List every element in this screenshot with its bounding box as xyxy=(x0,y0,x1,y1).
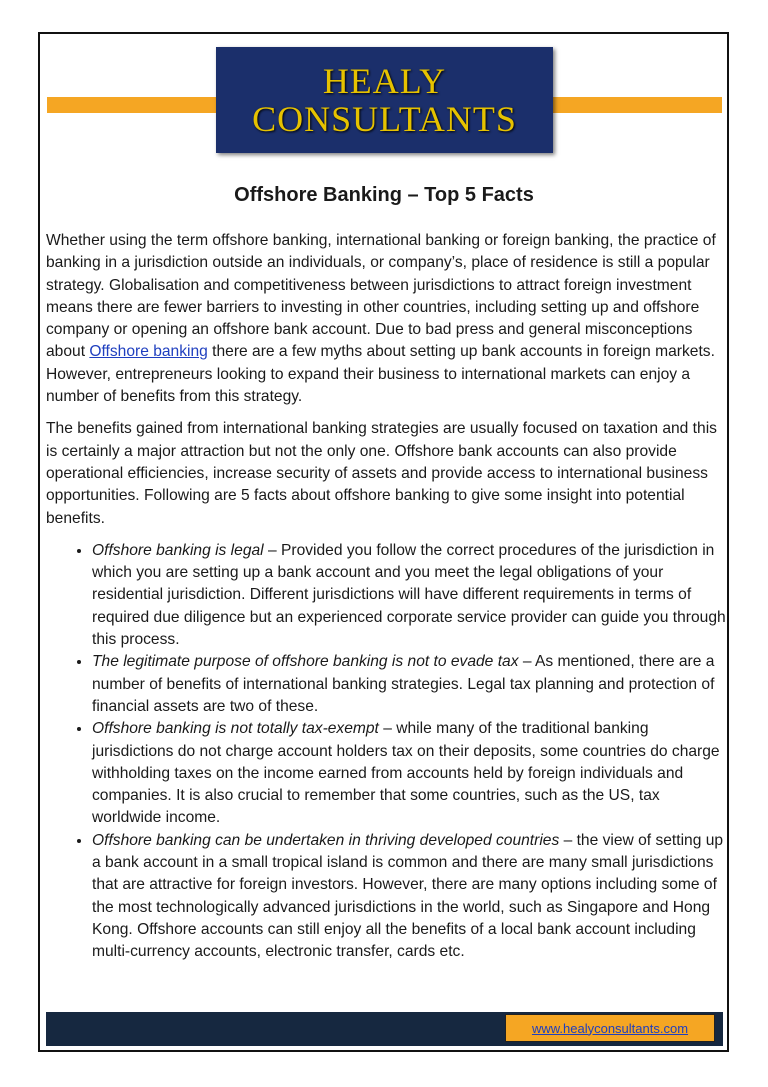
list-item xyxy=(92,830,726,964)
intro-paragraph xyxy=(46,230,726,408)
logo-stripe-left xyxy=(47,97,219,113)
logo-line-2: CONSULTANTS xyxy=(252,99,517,139)
logo-stripe-right xyxy=(550,97,722,113)
offshore-banking-link[interactable]: Offshore banking xyxy=(89,343,208,361)
intro-text-before-link: Whether using the term offshore banking, international banking or foreign banking, the practice of banking in a jurisdiction outside an individuals, or company’s, place of residence is still a popular strategy. Globalisation and competitiveness between jurisdictions to attract foreign investment means there are fewer barriers to investing in other countries, including setting up and offshore company or opening an offshore bank account. Due to bad press and general misconceptions about xyxy=(46,232,716,361)
list-item xyxy=(92,651,726,718)
footer-bar xyxy=(46,1012,723,1046)
fact-text: – Provided you follow the correct procedures of the jurisdiction in which you are setting up a bank account and you meet the legal obligations of your residential jurisdiction. Different jurisdictions will have different requirements in terms of required due diligence but an experienced corporate service provider can guide you through this process. xyxy=(92,541,726,649)
intro-text-after-link: there are a few myths about setting up bank accounts in foreign markets. However, entrepreneurs looking to expand their business to international markets can enjoy a number of benefits from this strategy. xyxy=(46,343,715,406)
website-link[interactable]: www.healyconsultants.com xyxy=(505,1014,715,1042)
company-logo xyxy=(216,47,553,153)
facts-list xyxy=(46,540,726,964)
page-title: Offshore Banking – Top 5 Facts xyxy=(234,184,534,206)
fact-heading: Offshore banking is not totally tax-exempt xyxy=(92,720,379,738)
list-item xyxy=(92,540,726,651)
fact-heading: Offshore banking can be undertaken in thriving developed countries xyxy=(92,831,560,849)
fact-heading: The legitimate purpose of offshore banking is not to evade tax xyxy=(92,653,519,671)
fact-text: – the view of setting up a bank account in a small tropical island is common and there are many small jurisdictions that are attractive for foreign investors. However, there are many options including some of the most technologically advanced jurisdictions in the world, such as Singapore and Hong Kong. Offshore accounts can still enjoy all the benefits of a local bank account including multi-currency accounts, electronic transfer, cards etc. xyxy=(92,831,724,961)
logo-line-1: HEALY xyxy=(322,61,447,101)
fact-text: – As mentioned, there are a number of benefits of international banking strategies. Legal tax planning and protection of financial assets are two of these. xyxy=(92,653,715,715)
fact-heading: Offshore banking is legal xyxy=(92,541,264,559)
benefits-paragraph: The benefits gained from international banking strategies are usually focused on taxation and this is certainly a major attraction but not the only one. Offshore bank accounts can also provide operational efficiencies, increase security of assets and provide access to international business opportunities. Following are 5 facts about offshore banking to give some insight into potential benefits. xyxy=(46,420,717,527)
document-body xyxy=(46,230,726,964)
list-item xyxy=(92,718,726,829)
fact-text: – while many of the traditional banking jurisdictions do not charge account holders tax on their deposits, some countries do charge withholding taxes on the income earned from accounts held by foreign individuals and companies. It is also crucial to remember that some countries, such as the US, tax worldwide income. xyxy=(92,720,720,827)
